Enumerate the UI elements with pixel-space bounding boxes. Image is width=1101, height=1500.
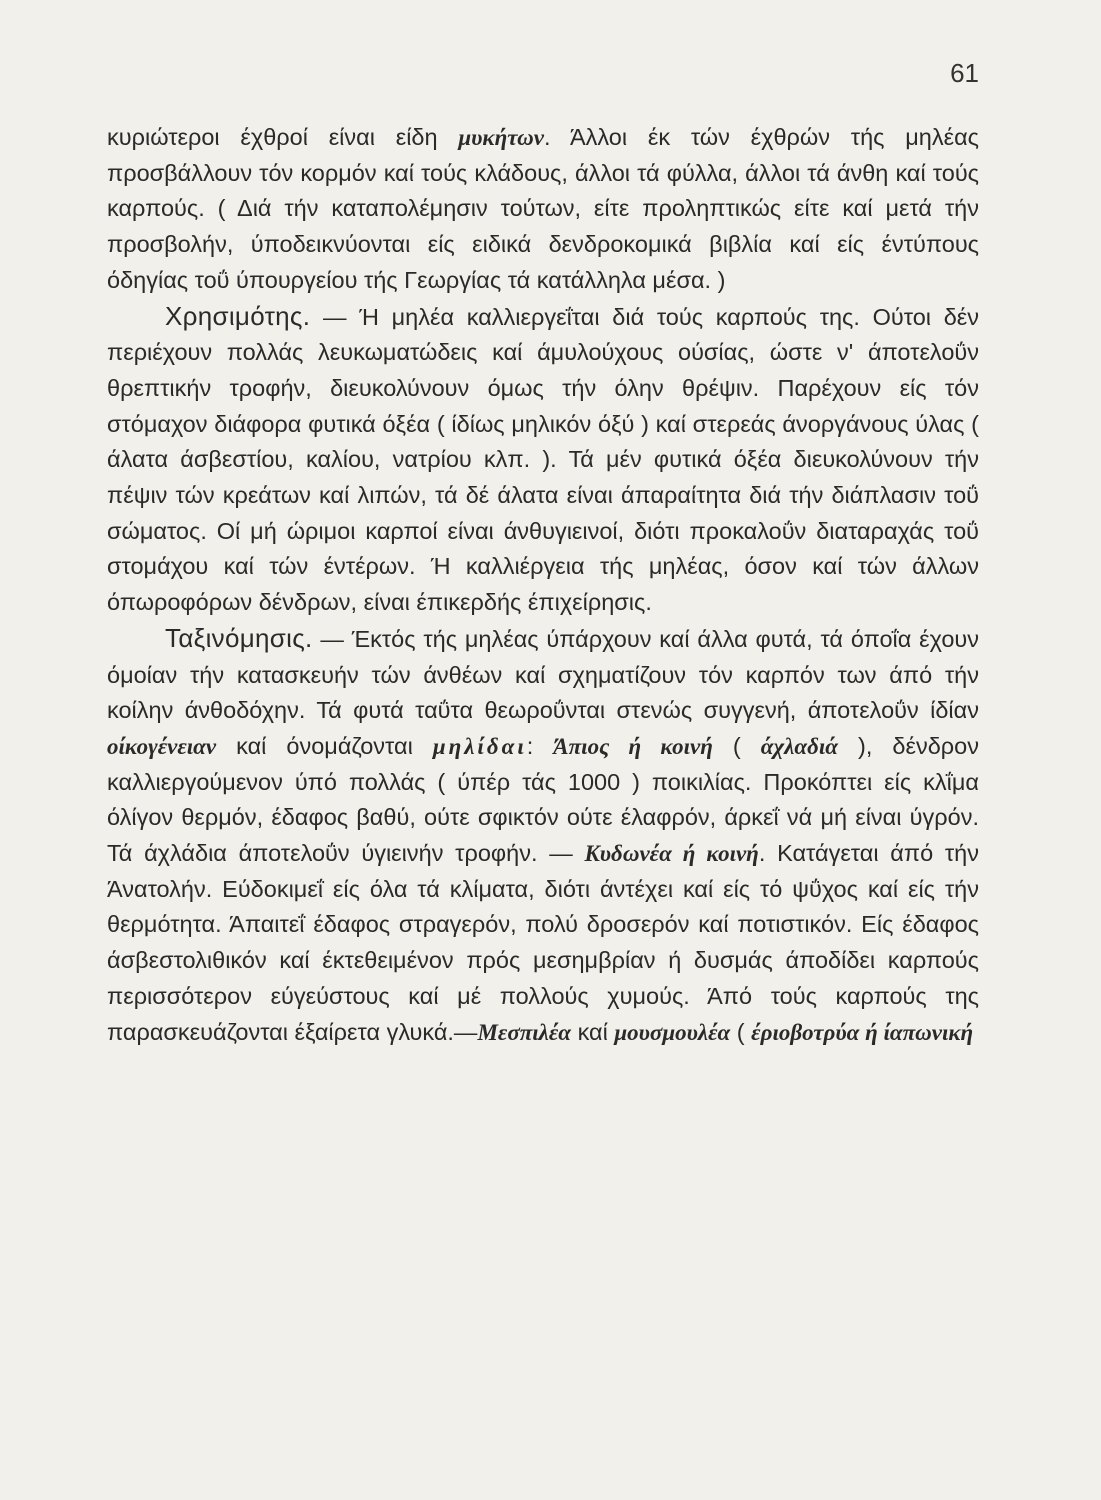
italic-term: μουσμουλέα xyxy=(614,1019,731,1045)
page-body xyxy=(107,120,979,1050)
section-heading-usefulness: Χρησιμότης. xyxy=(165,300,311,331)
italic-term: Κυδωνέα ή κοινή xyxy=(584,841,759,867)
text-segment: ( xyxy=(730,1018,752,1045)
text-segment: ( xyxy=(712,732,761,759)
italic-term: Άπιος ή κοινή xyxy=(553,733,713,759)
paragraph-pests xyxy=(107,120,979,299)
text-segment: : xyxy=(526,732,554,759)
section-heading-classification: Ταξινόμησις. xyxy=(165,622,313,653)
italic-family-name: μηλίδαι xyxy=(432,733,527,759)
text-segment: καί xyxy=(571,1018,615,1045)
text-segment: καί όνομάζονται xyxy=(216,732,433,759)
italic-term: άχλαδιά xyxy=(760,733,838,759)
italic-term: μυκήτων xyxy=(458,125,544,150)
italic-term: έριοβοτρύα ή ίαπωνική xyxy=(751,1019,974,1045)
italic-term: οίκογένειαν xyxy=(107,733,217,759)
text-segment: . Κατάγεται άπό τήν Άνατολήν. Εύδοκιμεΐ είς όλα τά κλίματα, διότι άντέχει καί είς τό ψΰχος καί είς τήν θερμότητα. Άπαιτεΐ έδαφος στραγερόν, πολύ δροσερόν καί ποτιστικόν. Είς έδαφος άσβεστολιθικόν καί έκτεθειμένον πρός μεσημβρίαν ή δυσμάς άποδίδει καρπούς περισσότερον εύγεύστους καί μέ πολλούς χυμούς. Άπό τούς καρπούς της παρασκευάζονται έξαίρετα γλυκά.— xyxy=(107,840,979,1045)
text-segment: — Ή μηλέα καλλιεργεΐται διά τούς καρπούς της. Ούτοι δέν περιέχουν πολλάς λευκωματώδεις καί άμυλούχους ούσίας, ώστε ν' άποτελοΰν θρεπτικήν τροφήν, διευκολύνουν όμως τήν όλην θρέψιν. Παρέχουν είς τόν στόμαχον διάφορα φυτικά όξέα ( ίδίως μηλικόν όξύ ) καί στερεάς άνοργάνους ύλας ( άλατα άσβεστίου, καλίου, νατρίου κλπ. ). Τά μέν φυτικά όξέα διευκολύνουν τήν πέψιν τών κρεάτων καί λιπών, τά δέ άλατα είναι άπαραίτητα διά τήν διάπλασιν τοΰ σώματος. Οί μή ώριμοι καρποί είναι άνθυγιεινοί, διότι προκαλοΰν διαταραχάς τοΰ στομάχου καί τών έντέρων. Ή καλλιέργεια τής μηλέας, όσον καί τών άλλων όπωροφόρων δένδρων, είναι έπικερδής έπιχείρησις. xyxy=(107,303,979,616)
text-segment: κυριώτεροι έχθροί είναι είδη xyxy=(107,124,459,150)
paragraph-classification xyxy=(107,621,979,1050)
text-segment: ), δένδρον καλλιεργούμενον ύπό πολλάς ( ύπέρ τάς 1000 ) ποικιλίας. Προκόπτει είς κλΐμα όλίγον θερμόν, έδαφος βαθύ, ούτε σφικτόν ούτε έλαφρόν, άρκεΐ νά μή είναι ύγρόν. Τά άχλάδια άποτελοΰν ύγιεινήν τροφήν. — xyxy=(107,732,979,867)
text-segment: — Έκτός τής μηλέας ύπάρχουν καί άλλα φυτά, τά όποΐα έχουν όμοίαν τήν κατασκευήν τών άνθέων καί σχηματίζουν τόν καρπόν των άπό τήν κοίλην άνθοδόχην. Τά φυτά ταΰτα θεωροΰνται στενώς συγγενή, άποτελοΰν ίδίαν xyxy=(107,625,979,724)
paragraph-usefulness xyxy=(107,299,979,621)
text-segment: . Άλλοι έκ τών έχθρών τής μηλέας προσβάλλουν τόν κορμόν καί τούς κλάδους, άλλοι τά φύλλα, άλλοι τά άνθη καί τούς καρπούς. ( Διά τήν καταπολέμησιν τούτων, είτε προληπτικώς είτε καί μετά τήν προσβολήν, ύποδεικνύονται είς ειδικά δενδροκομικά βιβλία καί είς έντύπους όδηγίας τοΰ ύπουργείου τής Γεωργίας τά κατάλληλα μέσα. ) xyxy=(107,124,979,293)
italic-term: Μεσπιλέα xyxy=(477,1019,572,1045)
page-number: 61 xyxy=(950,58,979,88)
